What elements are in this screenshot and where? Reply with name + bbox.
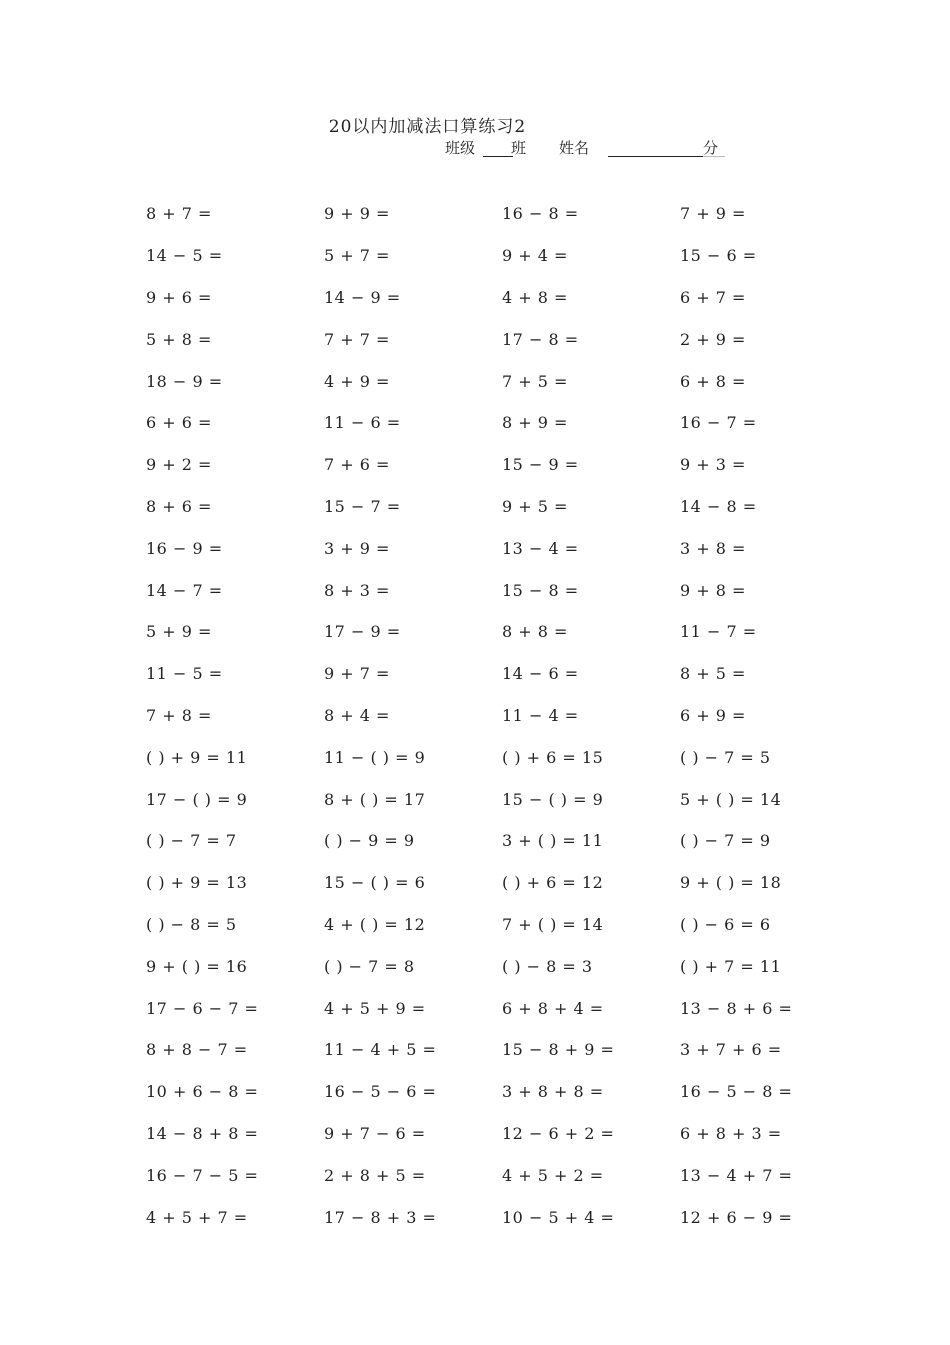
- math-problem: 14 − 6 =: [502, 664, 579, 684]
- class-suffix: 班: [511, 139, 527, 157]
- math-problem: 4 + 5 + 7 =: [146, 1207, 248, 1227]
- problem-row: [146, 1071, 858, 1113]
- problem-row: [146, 862, 858, 904]
- math-problem: ( ) + 6 = 15: [502, 747, 604, 767]
- problem-grid: [146, 193, 858, 1238]
- math-problem: 15 − 8 =: [502, 580, 579, 600]
- math-problem: 14 − 7 =: [146, 580, 223, 600]
- class-label: 班级: [445, 139, 476, 157]
- math-problem: 15 − 9 =: [502, 455, 579, 475]
- math-problem: 8 + 8 =: [502, 622, 568, 642]
- math-problem: 17 − 8 =: [502, 329, 579, 349]
- math-problem: 18 − 9 =: [146, 371, 223, 391]
- problem-row: [146, 360, 858, 402]
- math-problem: ( ) + 9 = 13: [146, 873, 248, 893]
- math-problem: 9 + 7 =: [324, 664, 390, 684]
- math-problem: 8 + 3 =: [324, 580, 390, 600]
- math-problem: 6 + 8 + 3 =: [680, 1123, 782, 1143]
- math-problem: 4 + 8 =: [502, 287, 568, 307]
- math-problem: 15 − 8 + 9 =: [502, 1040, 615, 1060]
- math-problem: 3 + ( ) = 11: [502, 831, 604, 851]
- math-problem: 16 − 5 − 8 =: [680, 1082, 793, 1102]
- math-problem: 11 − ( ) = 9: [324, 747, 426, 767]
- math-problem: 4 + 5 + 9 =: [324, 998, 426, 1018]
- math-problem: 8 + 8 − 7 =: [146, 1040, 248, 1060]
- math-problem: ( ) + 9 = 11: [146, 747, 248, 767]
- math-problem: 5 + 9 =: [146, 622, 212, 642]
- problem-row: [146, 569, 858, 611]
- math-problem: 9 + ( ) = 16: [146, 956, 248, 976]
- worksheet-title: 20以内加减法口算练习2: [328, 117, 527, 137]
- math-problem: 6 + 8 + 4 =: [502, 998, 604, 1018]
- problem-row: [146, 193, 858, 235]
- math-problem: 11 − 7 =: [680, 622, 757, 642]
- problem-row: [146, 695, 858, 737]
- math-problem: 5 + ( ) = 14: [680, 789, 782, 809]
- problem-row: [146, 318, 858, 360]
- math-problem: 14 − 8 + 8 =: [146, 1123, 259, 1143]
- problem-row: [146, 527, 858, 569]
- math-problem: 2 + 8 + 5 =: [324, 1165, 426, 1185]
- problem-row: [146, 653, 858, 695]
- math-problem: 12 + 6 − 9 =: [680, 1207, 793, 1227]
- math-problem: 12 − 6 + 2 =: [502, 1123, 615, 1143]
- math-problem: 3 + 8 + 8 =: [502, 1082, 604, 1102]
- problem-row: [146, 444, 858, 486]
- math-problem: 6 + 9 =: [680, 705, 746, 725]
- score-suffix: 分: [703, 139, 719, 157]
- math-problem: ( ) − 6 = 6: [680, 914, 771, 934]
- problem-row: [146, 1029, 858, 1071]
- math-problem: 3 + 9 =: [324, 538, 390, 558]
- score-blank[interactable]: [703, 156, 725, 157]
- math-problem: 11 − 5 =: [146, 664, 223, 684]
- math-problem: 5 + 8 =: [146, 329, 212, 349]
- math-problem: 14 − 5 =: [146, 246, 223, 266]
- math-problem: 16 − 5 − 6 =: [324, 1082, 437, 1102]
- math-problem: ( ) − 8 = 3: [502, 956, 593, 976]
- math-problem: 17 − 9 =: [324, 622, 401, 642]
- problem-row: [146, 945, 858, 987]
- problem-row: [146, 736, 858, 778]
- math-problem: 11 − 6 =: [324, 413, 401, 433]
- problem-row: [146, 235, 858, 277]
- math-problem: 7 + 5 =: [502, 371, 568, 391]
- math-problem: 15 − ( ) = 6: [324, 873, 426, 893]
- math-problem: ( ) − 9 = 9: [324, 831, 415, 851]
- math-problem: 5 + 7 =: [324, 246, 390, 266]
- problem-row: [146, 987, 858, 1029]
- math-problem: 15 − 7 =: [324, 496, 401, 516]
- math-problem: 8 + 6 =: [146, 496, 212, 516]
- math-problem: 8 + 9 =: [502, 413, 568, 433]
- math-problem: ( ) − 7 = 9: [680, 831, 771, 851]
- name-blank[interactable]: [608, 156, 705, 157]
- math-problem: 9 + 9 =: [324, 204, 390, 224]
- math-problem: 8 + 5 =: [680, 664, 746, 684]
- problem-row: [146, 778, 858, 820]
- problem-row: [146, 820, 858, 862]
- math-problem: 9 + 3 =: [680, 455, 746, 475]
- math-problem: 7 + 9 =: [680, 204, 746, 224]
- math-problem: 16 − 9 =: [146, 538, 223, 558]
- problem-row: [146, 611, 858, 653]
- math-problem: 6 + 6 =: [146, 413, 212, 433]
- math-problem: 15 − ( ) = 9: [502, 789, 604, 809]
- math-problem: 8 + 4 =: [324, 705, 390, 725]
- math-problem: 6 + 8 =: [680, 371, 746, 391]
- math-problem: 14 − 8 =: [680, 496, 757, 516]
- class-blank[interactable]: [483, 156, 513, 157]
- math-problem: 9 + 6 =: [146, 287, 212, 307]
- math-problem: ( ) − 7 = 5: [680, 747, 771, 767]
- math-problem: 7 + 8 =: [146, 705, 212, 725]
- math-problem: ( ) + 6 = 12: [502, 873, 604, 893]
- name-label: 姓名: [559, 139, 590, 157]
- math-problem: 15 − 6 =: [680, 246, 757, 266]
- math-problem: 9 + 5 =: [502, 496, 568, 516]
- problem-row: [146, 1196, 858, 1238]
- math-problem: 7 + ( ) = 14: [502, 914, 604, 934]
- math-problem: 16 − 8 =: [502, 204, 579, 224]
- problem-row: [146, 1113, 858, 1155]
- math-problem: 10 − 5 + 4 =: [502, 1207, 615, 1227]
- problem-row: [146, 277, 858, 319]
- problem-row: [146, 904, 858, 946]
- math-problem: 9 + 2 =: [146, 455, 212, 475]
- math-problem: 9 + 4 =: [502, 246, 568, 266]
- math-problem: 10 + 6 − 8 =: [146, 1082, 259, 1102]
- math-problem: ( ) − 7 = 7: [146, 831, 237, 851]
- math-problem: 13 − 4 =: [502, 538, 579, 558]
- math-problem: 4 + ( ) = 12: [324, 914, 426, 934]
- math-problem: 2 + 9 =: [680, 329, 746, 349]
- math-problem: 9 + 8 =: [680, 580, 746, 600]
- math-problem: 3 + 7 + 6 =: [680, 1040, 782, 1060]
- math-problem: ( ) − 7 = 8: [324, 956, 415, 976]
- math-problem: ( ) + 7 = 11: [680, 956, 782, 976]
- math-problem: 9 + 7 − 6 =: [324, 1123, 426, 1143]
- math-problem: ( ) − 8 = 5: [146, 914, 237, 934]
- math-problem: 8 + ( ) = 17: [324, 789, 426, 809]
- math-problem: 8 + 7 =: [146, 204, 212, 224]
- math-problem: 6 + 7 =: [680, 287, 746, 307]
- math-problem: 16 − 7 − 5 =: [146, 1165, 259, 1185]
- math-problem: 7 + 7 =: [324, 329, 390, 349]
- math-problem: 11 − 4 + 5 =: [324, 1040, 437, 1060]
- math-problem: 4 + 5 + 2 =: [502, 1165, 604, 1185]
- math-problem: 13 − 4 + 7 =: [680, 1165, 793, 1185]
- math-problem: 11 − 4 =: [502, 705, 579, 725]
- math-problem: 16 − 7 =: [680, 413, 757, 433]
- math-problem: 17 − 8 + 3 =: [324, 1207, 437, 1227]
- math-problem: 17 − 6 − 7 =: [146, 998, 259, 1018]
- math-problem: 14 − 9 =: [324, 287, 401, 307]
- problem-row: [146, 486, 858, 528]
- problem-row: [146, 1154, 858, 1196]
- math-problem: 17 − ( ) = 9: [146, 789, 248, 809]
- problem-row: [146, 402, 858, 444]
- math-problem: 7 + 6 =: [324, 455, 390, 475]
- math-problem: 9 + ( ) = 18: [680, 873, 782, 893]
- math-problem: 13 − 8 + 6 =: [680, 998, 793, 1018]
- math-problem: 4 + 9 =: [324, 371, 390, 391]
- math-problem: 3 + 8 =: [680, 538, 746, 558]
